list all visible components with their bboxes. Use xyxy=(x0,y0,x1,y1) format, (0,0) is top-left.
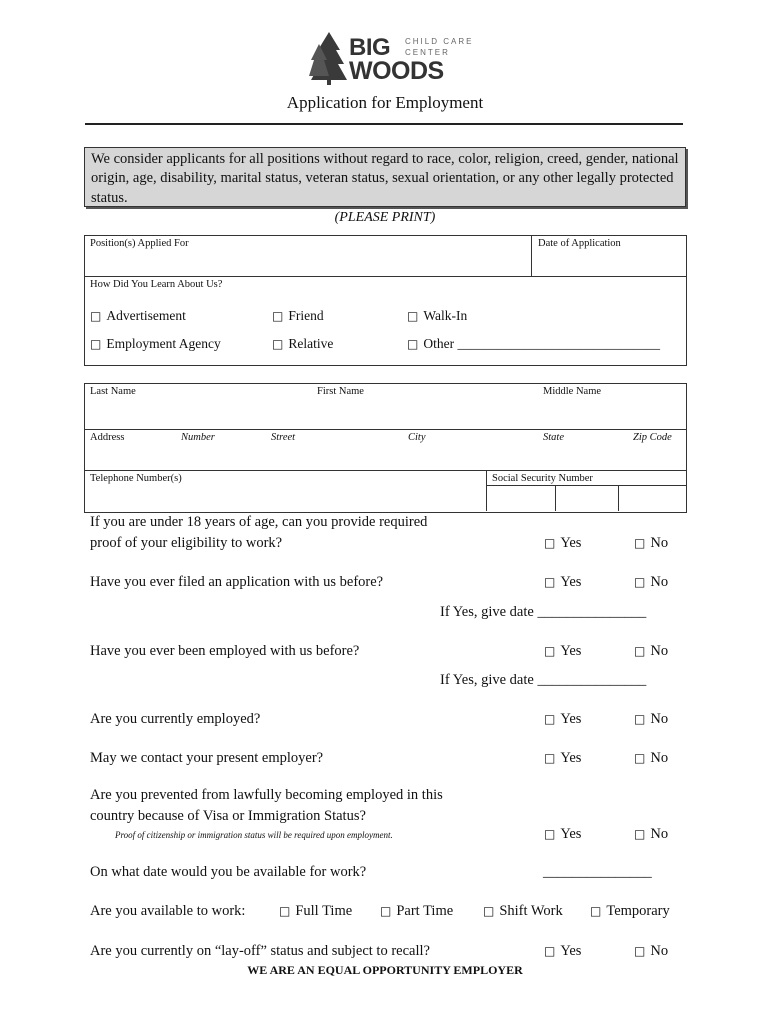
middle-name-field[interactable]: Middle Name xyxy=(543,386,602,397)
question-employed-before: Have you ever been employed with us before? xyxy=(90,643,360,659)
question-contact-employer: May we contact your present employer? xyxy=(90,750,324,766)
q2-date-field[interactable]: If Yes, give date _______________ xyxy=(440,604,647,620)
q3-no-checkbox[interactable]: □ No xyxy=(634,643,668,660)
q1-no-checkbox[interactable]: □ No xyxy=(634,535,668,552)
q2-no-checkbox[interactable]: □ No xyxy=(634,574,668,591)
question-available-to-work: Are you available to work: xyxy=(90,903,246,919)
address-state-label: State xyxy=(543,432,564,443)
notice-text: We consider applicants for all positions without regard to race, color, religion, creed, gender, national origin, age, disability, marital status, veteran status, sexual orientation, or any other legally protected status. xyxy=(91,151,679,206)
q5-no-checkbox[interactable]: □ No xyxy=(634,750,668,767)
ssn-box-divider-1 xyxy=(555,485,556,511)
phone-ssn-divider xyxy=(486,470,487,511)
checkbox-advertisement[interactable]: □ Advertisement xyxy=(90,308,186,324)
logo-text-center: CENTER xyxy=(405,48,450,57)
ssn-field[interactable]: Social Security Number xyxy=(492,473,593,484)
question-visa-status-line1: Are you prevented from lawfully becoming employed in this xyxy=(90,787,443,803)
checkbox-full-time[interactable]: □ Full Time xyxy=(279,903,352,920)
question-filed-before: Have you ever filed an application with us before? xyxy=(90,574,384,590)
ssn-header-divider xyxy=(486,485,686,486)
q2-yes-checkbox[interactable]: □ Yes xyxy=(544,574,581,591)
page-title: Application for Employment xyxy=(286,93,484,112)
q6-yes-checkbox[interactable]: □ Yes xyxy=(544,826,581,843)
checkbox-walk-in[interactable]: □ Walk-In xyxy=(407,308,467,324)
question-under-18-line1: If you are under 18 years of age, can you provide required xyxy=(90,514,428,530)
telephone-field[interactable]: Telephone Number(s) xyxy=(90,473,182,484)
equal-opportunity-footer: WE ARE AN EQUAL OPPORTUNITY EMPLOYER xyxy=(247,963,523,977)
checkbox-employment-agency[interactable]: □ Employment Agency xyxy=(90,336,221,352)
name-divider xyxy=(84,429,686,430)
title-divider xyxy=(85,123,683,125)
available-date-field[interactable]: _______________ xyxy=(543,864,652,880)
q3-date-field[interactable]: If Yes, give date _______________ xyxy=(440,672,647,688)
q1-yes-checkbox[interactable]: □ Yes xyxy=(544,535,581,552)
last-name-field[interactable]: Last Name xyxy=(90,386,136,397)
question-under-18 xyxy=(90,512,427,554)
personal-info-section xyxy=(84,383,687,513)
address-field[interactable]: Address xyxy=(90,432,125,443)
date-of-application-field[interactable]: Date of Application xyxy=(538,238,621,249)
citizenship-proof-note: Proof of citizenship or immigration status will be required upon employment. xyxy=(115,830,393,840)
question-visa-status xyxy=(90,785,443,827)
q6-no-checkbox[interactable]: □ No xyxy=(634,826,668,843)
question-available-date: On what date would you be available for work? xyxy=(90,864,367,880)
logo-text-child-care: CHILD CARE xyxy=(405,37,474,46)
q9-yes-checkbox[interactable]: □ Yes xyxy=(544,943,581,960)
logo-text-big: BIG xyxy=(349,34,391,61)
address-city-label: City xyxy=(408,432,426,443)
address-divider xyxy=(84,470,686,471)
question-currently-employed: Are you currently employed? xyxy=(90,711,261,727)
position-divider xyxy=(84,276,686,277)
address-street-label: Street xyxy=(271,432,296,443)
question-visa-status-line2: country because of Visa or Immigration Status? xyxy=(90,808,366,824)
logo-text-woods: WOODS xyxy=(349,57,444,85)
checkbox-friend[interactable]: □ Friend xyxy=(272,308,324,324)
please-print-label: (PLEASE PRINT) xyxy=(334,210,436,225)
q4-no-checkbox[interactable]: □ No xyxy=(634,711,668,728)
learn-about-us-label: How Did You Learn About Us? xyxy=(90,279,223,290)
position-applied-field[interactable]: Position(s) Applied For xyxy=(90,238,189,249)
q5-yes-checkbox[interactable]: □ Yes xyxy=(544,750,581,767)
checkbox-part-time[interactable]: □ Part Time xyxy=(380,903,453,920)
checkbox-shift-work[interactable]: □ Shift Work xyxy=(483,903,563,920)
question-lay-off: Are you currently on “lay-off” status and subject to recall? xyxy=(90,943,430,959)
q9-no-checkbox[interactable]: □ No xyxy=(634,943,668,960)
address-zip-label: Zip Code xyxy=(633,432,672,443)
date-divider xyxy=(531,235,532,276)
address-number-label: Number xyxy=(181,432,215,443)
q4-yes-checkbox[interactable]: □ Yes xyxy=(544,711,581,728)
checkbox-relative[interactable]: □ Relative xyxy=(272,336,333,352)
trees-logo-icon xyxy=(308,30,350,86)
first-name-field[interactable]: First Name xyxy=(317,386,364,397)
q3-yes-checkbox[interactable]: □ Yes xyxy=(544,643,581,660)
ssn-box-divider-2 xyxy=(618,485,619,511)
question-under-18-line2: proof of your eligibility to work? xyxy=(90,535,283,551)
checkbox-other[interactable]: □ Other ______________________________ xyxy=(407,336,660,352)
checkbox-temporary[interactable]: □ Temporary xyxy=(590,903,670,920)
